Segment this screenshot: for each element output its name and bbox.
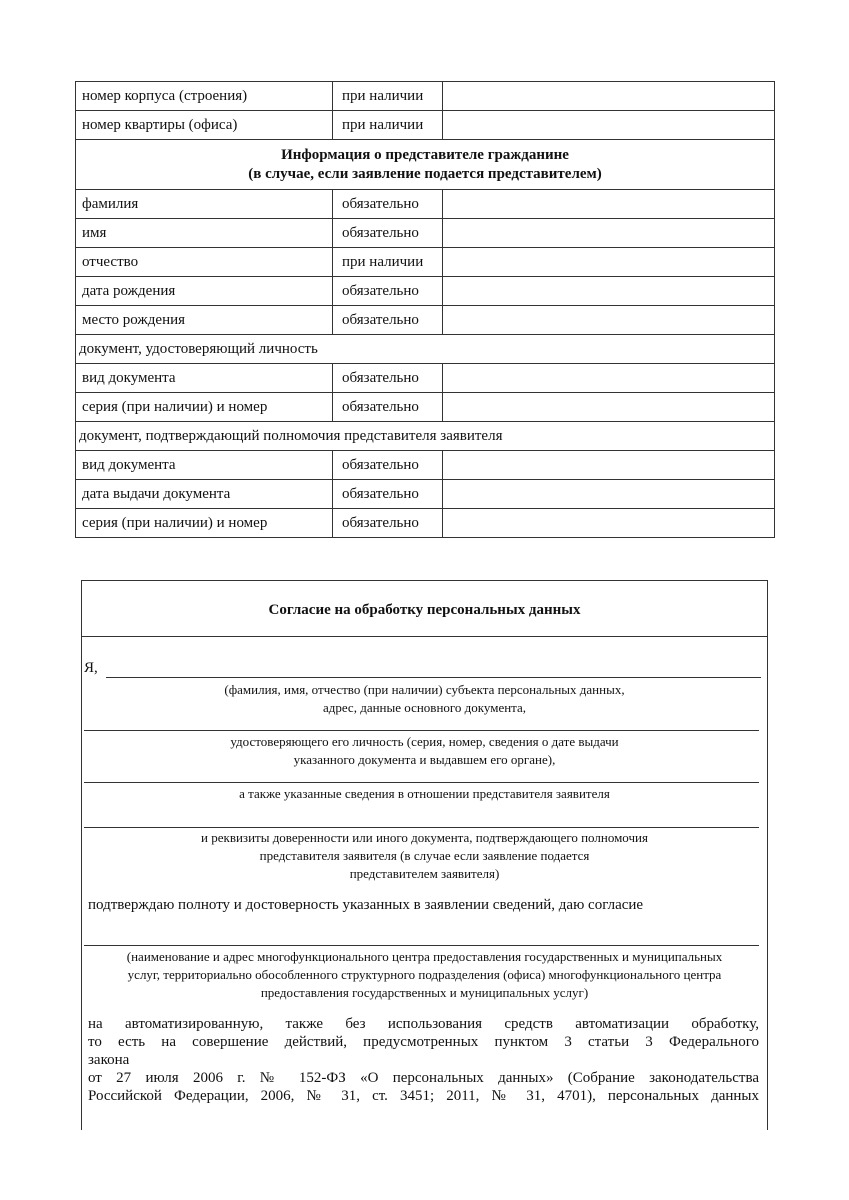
field-requirement: при наличии [333, 111, 443, 140]
body-line: на автоматизированную, также без использования средств автоматизации обработку, [88, 1016, 759, 1032]
table-row [76, 248, 775, 277]
caption-line: адрес, данные основного документа, [322, 700, 527, 715]
field-label: отчество [76, 248, 333, 277]
field-requirement: обязательно [333, 219, 443, 248]
consent-section [81, 580, 768, 1130]
caption-line: а также указанные сведения в отношении представителя заявителя [239, 786, 610, 801]
table-row [76, 111, 775, 140]
field-value-cell[interactable] [443, 480, 775, 509]
body-line: Российской Федерации, 2006, № 31, ст. 3451; 2011, № 31, 4701), персональных данных [88, 1088, 759, 1104]
field-label: дата выдачи документа [76, 480, 333, 509]
representative-fill-line[interactable] [84, 782, 759, 783]
authority-document-header: документ, подтверждающий полномочия представителя заявителя [76, 422, 775, 451]
field-requirement: при наличии [333, 82, 443, 111]
applicant-info-table [75, 81, 775, 538]
field-value-cell[interactable] [443, 111, 775, 140]
header-line: (в случае, если заявление подается представителем) [248, 165, 602, 182]
identity-document-header: документ, удостоверяющий личность [76, 335, 775, 364]
field-requirement: при наличии [333, 248, 443, 277]
field-requirement: обязательно [333, 393, 443, 422]
caption-line: предоставления государственных и муниципальных услуг) [260, 985, 589, 1000]
field-requirement: обязательно [333, 364, 443, 393]
table-row [76, 306, 775, 335]
field-label: номер корпуса (строения) [76, 82, 333, 111]
field-value-cell[interactable] [443, 393, 775, 422]
caption-line: представителя заявителя (в случае если заявление подается [259, 848, 590, 863]
field-label: номер квартиры (офиса) [76, 111, 333, 140]
field-requirement: обязательно [333, 277, 443, 306]
body-line: то есть на совершение действий, предусмотренных пунктом 3 статьи 3 Федерального [88, 1034, 759, 1050]
document-fill-line[interactable] [84, 730, 759, 731]
field-value-cell[interactable] [443, 190, 775, 219]
field-value-cell[interactable] [443, 219, 775, 248]
caption-line: услуг, территориально обособленного структурного подразделения (офиса) многофункционального центра [127, 967, 722, 982]
mfc-fill-line[interactable] [84, 945, 759, 946]
ya-label: Я, [84, 660, 98, 676]
field-value-cell[interactable] [443, 451, 775, 480]
authority-fill-line[interactable] [84, 827, 759, 828]
caption-line: указанного документа и выдавшем его органе), [293, 752, 556, 767]
subject-name-fill-line[interactable] [106, 677, 761, 678]
field-requirement: обязательно [333, 509, 443, 538]
confirmation-text: подтверждаю полноту и достоверность указанных в заявлении сведений, даю согласие [88, 897, 644, 913]
table-row [76, 509, 775, 538]
field-value-cell[interactable] [443, 364, 775, 393]
field-label: вид документа [76, 451, 333, 480]
subsection-row [76, 335, 775, 364]
authority-caption [82, 829, 767, 883]
table-row [76, 451, 775, 480]
field-label: место рождения [76, 306, 333, 335]
field-label: серия (при наличии) и номер [76, 509, 333, 538]
field-value-cell[interactable] [443, 277, 775, 306]
field-label: вид документа [76, 364, 333, 393]
header-line: Информация о представителе гражданине [281, 146, 569, 163]
field-requirement: обязательно [333, 480, 443, 509]
table-row [76, 480, 775, 509]
section-header-row [76, 140, 775, 190]
table-row [76, 219, 775, 248]
field-value-cell[interactable] [443, 306, 775, 335]
field-requirement: обязательно [333, 306, 443, 335]
caption-line: (наименование и адрес многофункционального центра предоставления государственных и муниципальных [126, 949, 723, 964]
subject-caption [82, 681, 767, 717]
representative-section-header [76, 140, 775, 190]
table-row [76, 82, 775, 111]
document-caption [82, 733, 767, 769]
field-label: серия (при наличии) и номер [76, 393, 333, 422]
representative-caption [82, 785, 767, 803]
field-value-cell[interactable] [443, 82, 775, 111]
field-requirement: обязательно [333, 190, 443, 219]
table-row [76, 364, 775, 393]
field-label: дата рождения [76, 277, 333, 306]
caption-line: представителем заявителя) [349, 866, 500, 881]
subsection-row [76, 422, 775, 451]
body-line: закона [88, 1052, 130, 1068]
field-requirement: обязательно [333, 451, 443, 480]
mfc-caption [82, 948, 767, 1002]
consent-title: Согласие на обработку персональных данных [82, 581, 767, 637]
body-line: от 27 июля 2006 г. № 152-ФЗ «О персональных данных» (Собрание законодательства [88, 1070, 759, 1086]
field-label: имя [76, 219, 333, 248]
field-value-cell[interactable] [443, 248, 775, 277]
consent-body-paragraph [88, 1015, 759, 1069]
field-label: фамилия [76, 190, 333, 219]
caption-line: удостоверяющего его личность (серия, номер, сведения о дате выдачи [230, 734, 619, 749]
field-value-cell[interactable] [443, 509, 775, 538]
table-row [76, 190, 775, 219]
table-row [76, 277, 775, 306]
caption-line: и реквизиты доверенности или иного документа, подтверждающего полномочия [201, 830, 648, 845]
consent-law-paragraph [88, 1069, 759, 1105]
table-row [76, 393, 775, 422]
caption-line: (фамилия, имя, отчество (при наличии) субъекта персональных данных, [224, 682, 625, 697]
